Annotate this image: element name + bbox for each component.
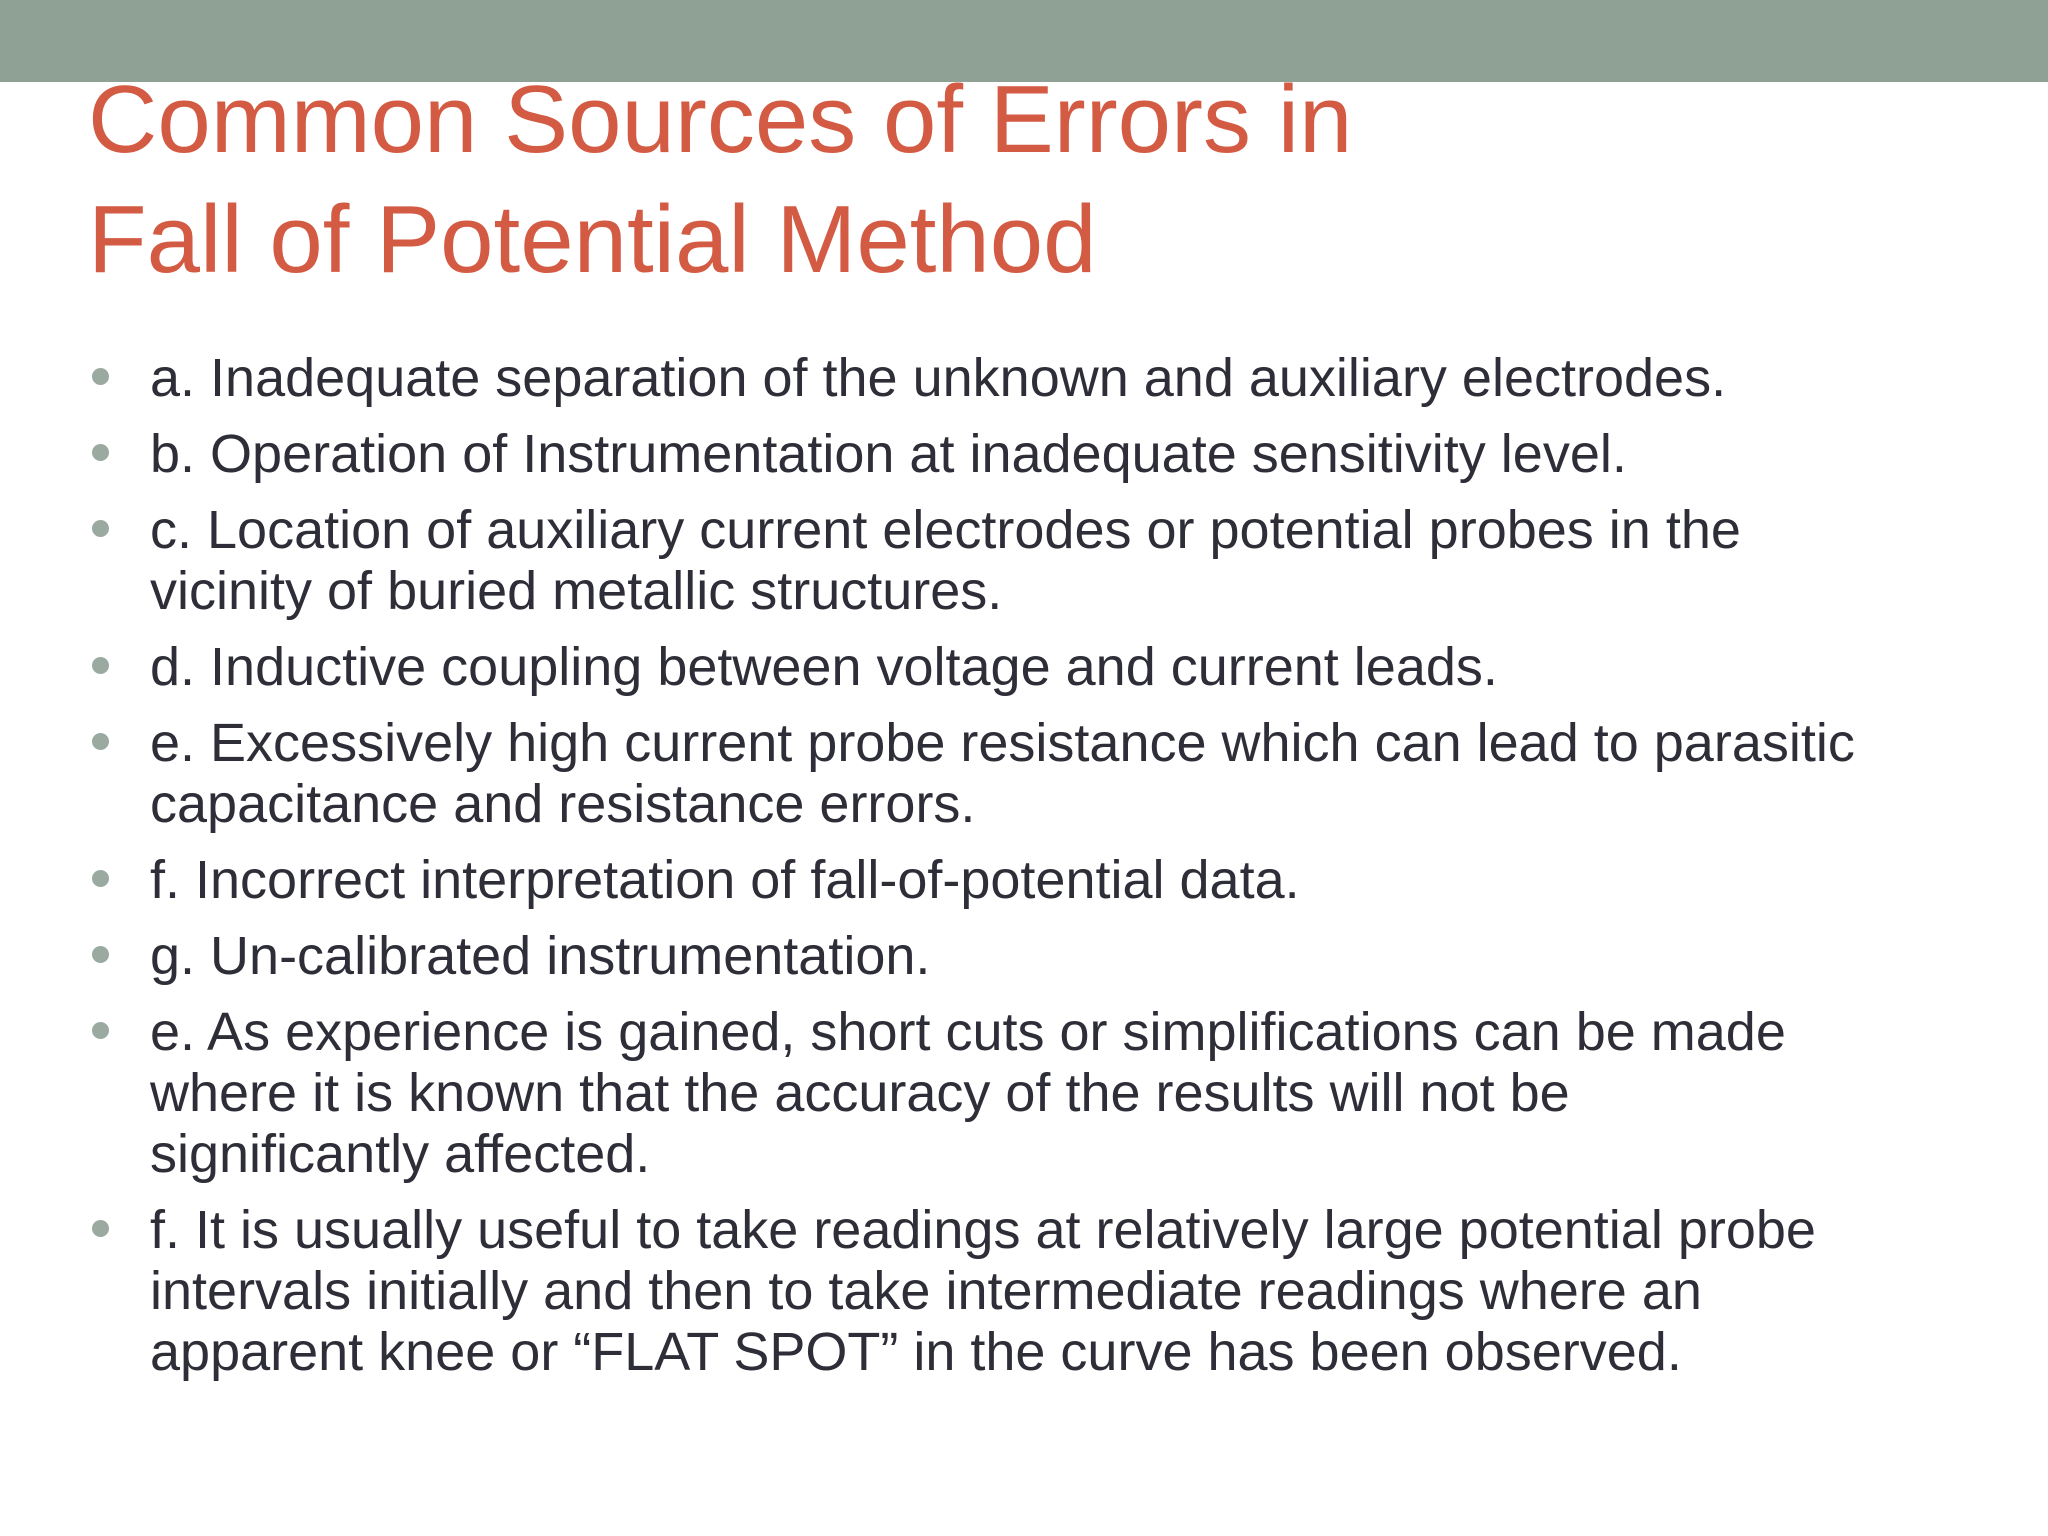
bullet-line: f. It is usually useful to take readings at relatively large potential probe	[150, 1200, 1816, 1260]
title-line: Fall of Potential Method	[88, 186, 1097, 293]
bullet-dot-icon	[92, 870, 109, 887]
bullet-line: apparent knee or “FLAT SPOT” in the curve has been observed.	[150, 1322, 1682, 1382]
bullet-item	[88, 713, 1988, 835]
bullet-line: a. Inadequate separation of the unknown and auxiliary electrodes.	[150, 348, 1727, 408]
bullet-line: where it is known that the accuracy of the results will not be	[150, 1063, 1570, 1123]
bullet-item	[88, 1200, 1988, 1383]
bullet-item	[88, 637, 1988, 698]
bullet-dot-icon	[92, 733, 109, 750]
bullet-line: capacitance and resistance errors.	[150, 774, 976, 834]
bullet-list	[88, 348, 1988, 1398]
bullet-line: significantly affected.	[150, 1124, 651, 1184]
bullet-line: c. Location of auxiliary current electrodes or potential probes in the	[150, 500, 1741, 560]
bullet-line: intervals initially and then to take intermediate readings where an	[150, 1261, 1702, 1321]
bullet-line: b. Operation of Instrumentation at inadequate sensitivity level.	[150, 424, 1627, 484]
bullet-item	[88, 1002, 1988, 1185]
slide-title	[88, 60, 1948, 300]
bullet-item	[88, 850, 1988, 911]
title-line: Common Sources of Errors in	[88, 66, 1353, 173]
bullet-item	[88, 348, 1988, 409]
bullet-dot-icon	[92, 657, 109, 674]
bullet-line: d. Inductive coupling between voltage and current leads.	[150, 637, 1498, 697]
bullet-item	[88, 926, 1988, 987]
bullet-dot-icon	[92, 520, 109, 537]
bullet-dot-icon	[92, 1220, 109, 1237]
bullet-line: vicinity of buried metallic structures.	[150, 561, 1003, 621]
bullet-dot-icon	[92, 368, 109, 385]
bullet-line: f. Incorrect interpretation of fall-of-potential data.	[150, 850, 1300, 910]
bullet-dot-icon	[92, 444, 109, 461]
bullet-line: e. Excessively high current probe resistance which can lead to parasitic	[150, 713, 1855, 773]
bullet-dot-icon	[92, 946, 109, 963]
bullet-item	[88, 500, 1988, 622]
bullet-item	[88, 424, 1988, 485]
bullet-line: g. Un-calibrated instrumentation.	[150, 926, 931, 986]
bullet-line: e. As experience is gained, short cuts or simplifications can be made	[150, 1002, 1786, 1062]
bullet-dot-icon	[92, 1022, 109, 1039]
